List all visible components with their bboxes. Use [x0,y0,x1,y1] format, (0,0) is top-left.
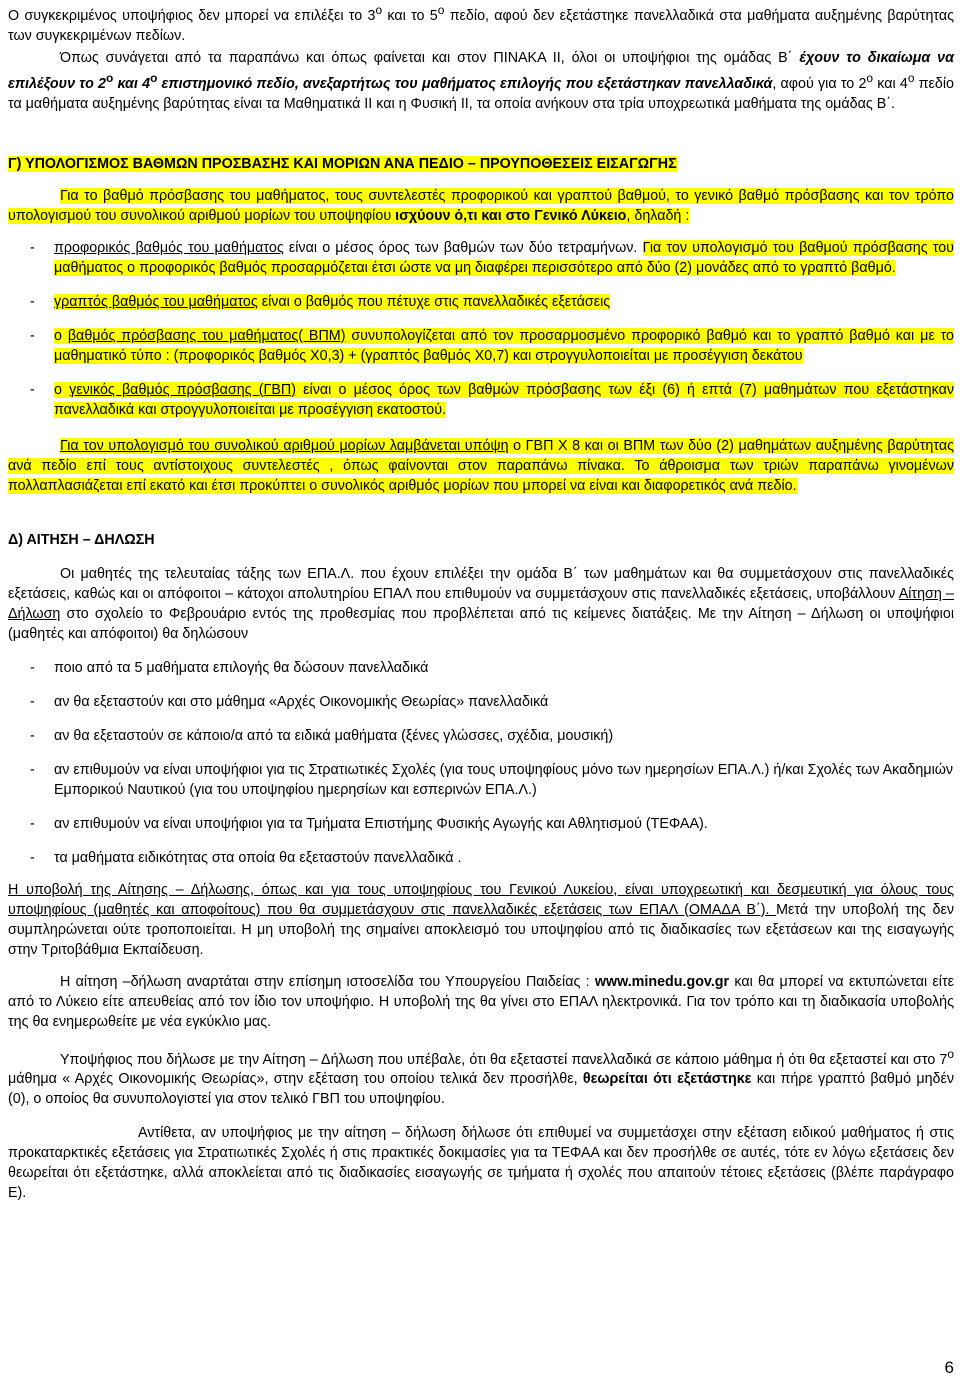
list-item [8,726,954,746]
superscript: ο [947,1046,954,1061]
bold-text: και 4 [113,75,151,92]
text-run: και το 5 [382,7,438,24]
underlined-term: γραπτός βαθμός του μαθήματος [54,293,258,310]
list-item [8,692,954,712]
highlighted-text: , δηλαδή : [626,207,690,224]
text-run: Οι μαθητές της τελευταίας τάξης των ΕΠΑ.Λ. που έχουν επιλέξει την ομάδα Β΄ των μαθημάτων και θα συμμετάσχουν στις πανελλαδικές εξετάσεις, καθώς και οι απόφοιτοι – κάτοχοι απολυτηρίου ΕΠΑΛ που επιθυμούν να συμμετάσχουν στις πανελλαδικές εξετάσεις, υποβάλλουν [8,565,954,602]
text-run: πεδίο τα μαθήματα αυξημένης βαρύτητας είναι τα Μαθηματικά ΙΙ και η Φυσική ΙΙ, τα οποία ανήκουν στα τρία υποχρεωτικά μαθήματα της ομάδας Β΄. [8,75,955,112]
highlighted-text: Για το βαθμό πρόσβασης του μαθήματος, τους συντελεστές προφορικού και γραπτού βαθμού, το γενικό βαθμό πρόσβασης και τον τρόπο υπολογισμού του συνολικού αριθμού μορίων του υποψηφίου [8,187,954,224]
page-number: 6 [944,1358,954,1377]
list-item [8,326,954,366]
section-g-intro [8,186,954,226]
text-run: , αφού για το 2 [772,75,867,92]
text-run: ο ΓΒΠ Χ 8 και οι ΒΠΜ των δύο (2) μαθημάτων αυξημένης βαρύτητας ανά πεδίο επί τους αντίστοιχους συντελεστές , όπως φαίνονται στον παραπάνω πίνακα. Το άθροισμα των τριών παραπάνω γινομένων πολλαπλασιάζεται επί εκατό και έτσι προκύπτει ο συνολικός αριθμός μορίων που μπορεί να είναι και διαφορετικός ανά πεδίο. [8,437,954,494]
text-run: Η αίτηση –δήλωση αναρτάται στην επίσημη ιστοσελίδα του Υπουργείου Παιδείας : [60,973,595,990]
paragraph-d4 [8,1044,954,1110]
dash-bullet: - [30,327,35,344]
text-run: και θα μπορεί να εκτυπώνεται είτε από το Λύκειο είτε απευθείας από τον ίδιο τον υποψήφιο. Η υποβολή της θα γίνει στο ΕΠΑΛ ηλεκτρονικά. Για τον τρόπο και τη διαδικασία υποβολής της θα ενημερωθείτε με νέα εγκύκλιο μας. [8,973,954,1030]
bold-text: επιστημονικό πεδίο, ανεξαρτήτως του μαθήματος επιλογής που εξετάστηκαν πανελλαδικά [157,75,773,92]
superscript: ο [106,70,114,85]
list-item [8,814,954,834]
paragraph-top [8,0,954,46]
underlined-term: προφορικός βαθμός του μαθήματος [54,239,284,256]
section-d-heading [8,530,954,550]
list-item-text: τα μαθήματα ειδικότητας στα οποία θα εξεταστούν πανελλαδικά . [54,849,462,866]
underlined-term: Για τον υπολογισμό του συνολικού αριθμού μορίων λαμβάνεται υπόψη [60,437,509,454]
text-run: και πήρε γραπτό βαθμό μηδέν (0), ο οποίος θα συνυπολογιστεί για στον τελικό ΓΒΠ του υποψηφίου. [8,1071,955,1108]
text-run: είναι ο βαθμός που πέτυχε στις πανελλαδικές εξετάσεις [257,293,611,310]
superscript: ο [150,70,158,85]
superscript: ο [866,70,874,85]
website-url: www.minedu.gov.gr [594,973,730,990]
underlined-term: Η υποβολή της Αίτησης – Δήλωσης, όπως και για τους υποψηφίους του Γενικού Λυκείου, είναι υποχρεωτική και δεσμευτική για όλους τους υποψηφίους (μαθητές και αποφοίτους) που θα συμμετάσχουν στις πανελλαδικές εξετάσεις των ΕΠΑΛ (ΟΜΑΔΑ Β΄). [8,881,954,918]
list-item [8,760,954,800]
dash-bullet: - [30,293,35,310]
dash-bullet: - [30,381,35,398]
list-item [8,292,954,312]
bold-text: ισχύουν ό,τι και στο Γενικό Λύκειο [395,207,627,224]
text-run: Αντίθετα, αν υποψήφιος με την αίτηση – δήλωση δήλωσε ότι επιθυμεί να συμμετάσχει στην εξέταση ειδικού μαθήματος ή στις προκαταρκτικές εξετάσεις για Στρατιωτικές Σχολές ή στις πρακτικές δοκιμασίες για τα ΤΕΦΑΑ και δεν προσήλθε σε αυτές, τότε εν λόγω εξετάσεις δεν θεωρείται ότι εξετάστηκε, αλλά αποκλείεται από τις διαδικασίες εισαγωγής σε τμήματα ή σχολές που απαιτούν τέτοιες εξετάσεις (βλέπε παράγραφο Ε). [8,1125,954,1202]
document-page [8,0,954,1203]
dash-bullet: - [30,239,35,256]
list-item-text: αν επιθυμούν να είναι υποψήφιοι για τα Τμήματα Επιστήμης Φυσικής Αγωγής και Αθλητισμού (ΤΕΦΑΑ). [54,815,708,832]
superscript: ο [437,3,445,17]
list-item [8,380,954,420]
text-run: Υποψήφιος που δήλωσε με την Αίτηση – Δήλωση που υπέβαλε, ότι θα εξεταστεί πανελλαδικά σε κάποιο μάθημα ή ότι θα εξεταστεί και στο 7 [60,1051,948,1068]
highlighted-text: Για τον υπολογισμό του βαθμού πρόσβασης του μαθήματος ο προφορικός βαθμός προσαρμόζεται έτσι ώστε να μη διαφέρει περισσότερο από δύο (2) μονάδες από το γραπτό βαθμό. [54,239,954,276]
list-item [8,238,954,278]
list-item [8,658,954,678]
text-run: Μετά την υποβολή της δεν συμπληρώνεται ούτε τροποποιείται. Η μη υποβολή της σημαίνει αποκλεισμό του υποψηφίου από τις διαδικασίες των εξετάσεων και της εισαγωγής στην Τριτοβάθμια Εκπαίδευση. [8,901,954,958]
bold-text: έχουν το δικαίωμα να επιλέξουν το 2 [8,49,954,92]
text-run: συνυπολογίζεται από τον προσαρμοσμένο προφορικό βαθμό και το γραπτό βαθμό και με το μαθηματικό τύπο : (προφορικός βαθμός Χ0,3) + (γραπτός βαθμός Χ0,7) και στρογγυλοποιείται με προσέγγιση δεκάτου [54,327,954,364]
text-run: μάθημα « Αρχές Οικονομικής Θεωρίας», στην εξέταση του οποίου τελικά δεν προσήλθε, [8,1071,583,1088]
paragraph-d5 [8,1123,954,1203]
paragraph-d1 [8,564,954,644]
declaration-list [8,658,954,868]
text-run: είναι ο μέσος όρος των βαθμών πρόσβασης των έξι (6) ή επτά (7) μαθημάτων που εξετάστηκαν πανελλαδικά και στρογγυλοποιείται με προσέγγιση εκατοστού. [54,381,954,418]
underlined-term: βαθμός πρόσβασης του μαθήματος( ΒΠΜ) [67,327,346,344]
paragraph-omada [8,48,954,114]
list-item-text: αν θα εξεταστούν σε κάποιο/α από τα ειδικά μαθήματα (ξένες γλώσσες, σχέδια, μουσική) [54,727,614,744]
dash-bullet: - [30,815,35,832]
underlined-term: Αίτηση – Δήλωση [8,585,954,622]
text-run: είναι ο μέσος όρος των βαθμών των δύο τετραμήνων. [283,239,643,256]
list-item-text: αν θα εξεταστούν και στο μάθημα «Αρχές Οικονομικής Θεωρίας» πανελλαδικά [54,693,549,710]
text-run: στο σχολείο το Φεβρουάριο εντός της προθεσμίας που προβλέπεται από τις κείμενες διατάξεις. Με την Αίτηση – Δήλωση οι υποψήφιοι (μαθητές και απόφοιτοι) θα δηλώσουν [8,605,954,642]
bold-text: θεωρείται ότι εξετάστηκε [582,1071,752,1088]
section-g-heading [8,154,954,174]
list-item-text: αν επιθυμούν να είναι υποψήφιοι για τις Στρατιωτικές Σχολές (για τους υποψηφίους μόνο των ημερησίων ΕΠΑ.Λ.) ή/και Σχολές των Ακαδημιών Εμπορικού Ναυτικού (για του υποψηφίου ημερησίων και εσπερινών ΕΠΑ.Λ.) [54,761,954,798]
dash-bullet: - [30,761,35,778]
heading-text: Γ) ΥΠΟΛΟΓΙΣΜΟΣ ΒΑΘΜΩΝ ΠΡΟΣΒΑΣΗΣ ΚΑΙ ΜΟΡΙΩΝ ΑΝΑ ΠΕΔΙΟ – ΠΡΟΥΠΟΘΕΣΕΙΣ ΕΙΣΑΓΩΓΗΣ [8,155,677,172]
text-run: ο [54,381,70,398]
paragraph-d2 [8,880,954,960]
superscript: ο [907,70,915,85]
dash-bullet: - [30,659,35,676]
list-item [8,848,954,868]
text-run: ο [54,327,68,344]
dash-bullet: - [30,693,35,710]
heading-text: Δ) ΑΙΤΗΣΗ – ΔΗΛΩΣΗ [8,531,155,548]
text-run: και 4 [873,75,908,92]
list-item-text: ποιο από τα 5 μαθήματα επιλογής θα δώσουν πανελλαδικά [54,659,429,676]
dash-bullet: - [30,849,35,866]
paragraph-total-moria [8,436,954,496]
underlined-term: γενικός βαθμός πρόσβασης (ΓΒΠ) [69,381,296,398]
text-run: πεδίο, αφού δεν εξετάστηκε πανελλαδικά στα μαθήματα αυξημένης βαρύτητας των συγκεκριμένων πεδίων. [8,7,955,44]
paragraph-d3 [8,972,954,1032]
superscript: ο [375,3,383,17]
text-run: Ο συγκεκριμένος υποψήφιος δεν μπορεί να επιλέξει το 3 [8,7,376,24]
dash-bullet: - [30,727,35,744]
text-run: Όπως συνάγεται από τα παραπάνω και όπως φαίνεται και στον ΠΙΝΑΚΑ ΙΙ, όλοι οι υποψήφιοι της ομάδας Β΄ [60,49,800,66]
